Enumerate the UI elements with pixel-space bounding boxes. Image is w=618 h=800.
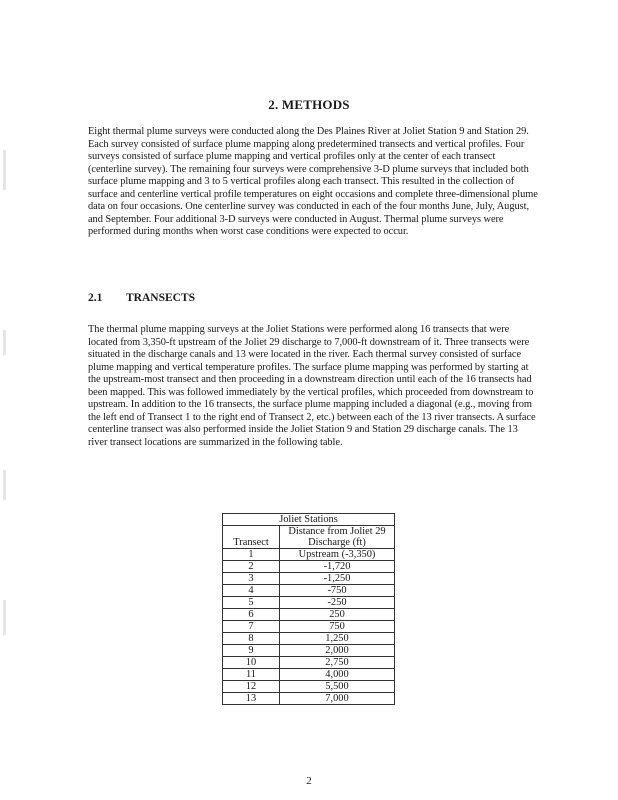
transect-number-cell: 1: [223, 549, 280, 561]
table-row: [223, 645, 395, 657]
transect-number-cell: 6: [223, 609, 280, 621]
distance-cell: 2,750: [280, 657, 395, 669]
table-header-transect: Transect: [223, 526, 280, 549]
transect-number-cell: 8: [223, 633, 280, 645]
transect-number-cell: 4: [223, 585, 280, 597]
distance-cell: -750: [280, 585, 395, 597]
scan-artifact: [3, 470, 6, 500]
distance-cell: -1,250: [280, 573, 395, 585]
table-row: [223, 681, 395, 693]
distance-cell: 4,000: [280, 669, 395, 681]
transect-number-cell: 3: [223, 573, 280, 585]
distance-cell: 5,500: [280, 681, 395, 693]
table-row: [223, 561, 395, 573]
table-row: [223, 585, 395, 597]
scan-artifact: [3, 150, 6, 190]
transect-number-cell: 2: [223, 561, 280, 573]
distance-cell: 2,000: [280, 645, 395, 657]
table-header-distance: Distance from Joliet 29 Discharge (ft): [280, 526, 395, 549]
table-row: [223, 609, 395, 621]
subsection-number: 2.1: [88, 292, 103, 304]
scan-artifact: [3, 330, 6, 355]
distance-cell: 7,000: [280, 693, 395, 705]
transect-number-cell: 11: [223, 669, 280, 681]
transect-number-cell: 12: [223, 681, 280, 693]
table-row: [223, 693, 395, 705]
transects-paragraph: The thermal plume mapping surveys at the Joliet Stations were performed along 16 transects that were located from 3,350-ft upstream of the Joliet 29 discharge to 7,000-ft downstream of it. Three transects were situated in the discharge canals and 13 were located in the river. Each thermal survey consisted of surface plume mapping and vertical temperature profiles. The surface plume mapping was performed by starting at the upstream-most transect and then proceeding in a downstream direction until each of the 16 transects had been mapped. This was followed immediately by the vertical profiles, which proceeded from downstream to upstream. In addition to the 16 transects, the surface plume mapping included a diagonal (e.g., moving from the left end of Transect 1 to the right end of Transect 2, etc.) between each of the 13 river transects. A surface centerline transect was also performed inside the Joliet Station 9 and Station 29 discharge canals. The 13 river transect locations are summarized in the following table.: [88, 324, 536, 448]
subsection-heading: [88, 292, 195, 304]
transect-number-cell: 7: [223, 621, 280, 633]
distance-cell: -250: [280, 597, 395, 609]
transect-number-cell: 10: [223, 657, 280, 669]
distance-cell: Upstream (-3,350): [280, 549, 395, 561]
transect-table: [222, 513, 395, 705]
methods-paragraph: Eight thermal plume surveys were conducted along the Des Plaines River at Joliet Station 9 and Station 29. Each survey consisted of surface plume mapping along predetermined transects and vertical profiles. Four surveys consisted of surface plume mapping and vertical profiles only at the center of each transect (centerline survey). The remaining four surveys were comprehensive 3-D plume surveys that included both surface plume mapping and 3 to 5 vertical profiles along each transect. This resulted in the collection of surface and centerline vertical profile temperatures on eight occasions and complete three-dimensional plume data on four occasions. One centerline survey was conducted in each of the four months June, July, August, and September. Four additional 3-D surveys were conducted in August. Thermal plume surveys were performed during months when worst case conditions were expected to occur.: [88, 126, 538, 237]
transect-number-cell: 9: [223, 645, 280, 657]
table-row: [223, 633, 395, 645]
distance-cell: 250: [280, 609, 395, 621]
table-row: [223, 669, 395, 681]
transect-number-cell: 5: [223, 597, 280, 609]
table-row: [223, 597, 395, 609]
table-row: [223, 573, 395, 585]
distance-cell: -1,720: [280, 561, 395, 573]
distance-cell: 1,250: [280, 633, 395, 645]
section-heading: 2. METHODS: [268, 97, 350, 112]
subsection-title: TRANSECTS: [126, 292, 196, 304]
table-row: [223, 657, 395, 669]
table-group-header: Joliet Stations: [223, 514, 395, 526]
scan-artifact: [3, 600, 6, 635]
table-row: [223, 549, 395, 561]
distance-cell: 750: [280, 621, 395, 633]
transect-number-cell: 13: [223, 693, 280, 705]
page-number: 2: [306, 775, 312, 787]
table-row: [223, 621, 395, 633]
